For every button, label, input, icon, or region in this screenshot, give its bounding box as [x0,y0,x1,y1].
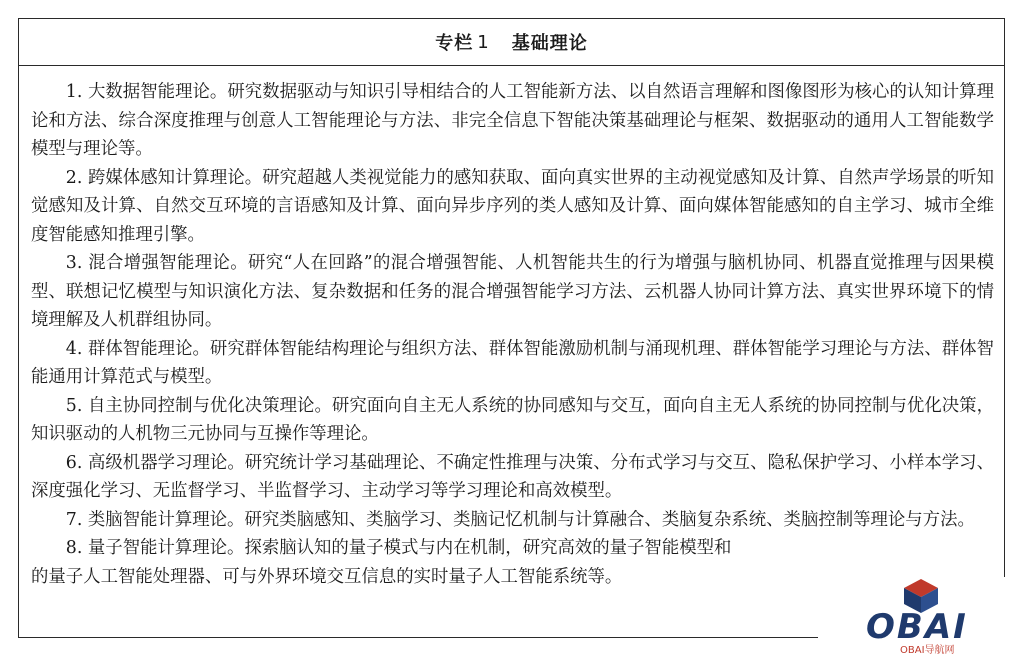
list-item: 3. 混合增强智能理论。研究“人在回路”的混合增强智能、人机智能共生的行为增强与脑机协同、机器直觉推理与因果模型、联想记忆模型与知识演化方法、复杂数据和任务的混合增强智能学习方法、云机器人协同计算方法、真实世界环境下的情境理解及人机群组协同。 [31,253,994,330]
list-item: 的量子人工智能处理器、可与外界环境交互信息的实时量子人工智能系统等。 [31,566,623,587]
column-number: 1 [477,31,490,53]
list-item: 1. 大数据智能理论。研究数据驱动与知识引导相结合的人工智能新方法、以自然语言理解和图像图形为核心的认知计算理论和方法、综合深度推理与创意人工智能理论与方法、非完全信息下智能决策基础理论与框架、数据驱动的通用人工智能数学模型与理论等。 [31,82,994,159]
column-box [18,18,1005,638]
column-header [19,19,1004,66]
logo-subtitle: OBAI导航网 [900,645,955,656]
watermark-logo [818,577,1024,657]
list-item: 5. 自主协同控制与优化决策理论。研究面向自主无人系统的协同感知与交互，面向自主无人系统的协同控制与优化决策，知识驱动的人机物三元协同与互操作等理论。 [31,395,994,444]
column-title: 基础理论 [511,33,588,54]
list-item: 7. 类脑智能计算理论。研究类脑感知、类脑学习、类脑记忆机制与计算融合、类脑复杂系统、类脑控制等理论与方法。 [65,509,975,530]
item-list [19,66,1004,591]
list-item: 4. 群体智能理论。研究群体智能结构理论与组织方法、群体智能激励机制与涌现机理、群体智能学习理论与方法、群体智能通用计算范式与模型。 [31,338,994,387]
list-item: 2. 跨媒体感知计算理论。研究超越人类视觉能力的感知获取、面向真实世界的主动视觉感知及计算、自然声学场景的听知觉感知及计算、自然交互环境的言语感知及计算、面向异步序列的类人感知及计算、面向媒体智能感知的自主学习、城市全维度智能感知推理引擎。 [31,167,994,245]
logo-brand-text: OBAI [866,607,968,647]
column-prefix: 专栏 [435,33,474,54]
list-item: 8. 量子智能计算理论。探索脑认知的量子模式与内在机制，研究高效的量子智能模型和 [65,538,732,558]
list-item: 6. 高级机器学习理论。研究统计学习基础理论、不确定性推理与决策、分布式学习与交互、隐私保护学习、小样本学习、深度强化学习、无监督学习、半监督学习、主动学习等学习理论和高效模型。 [31,452,994,501]
